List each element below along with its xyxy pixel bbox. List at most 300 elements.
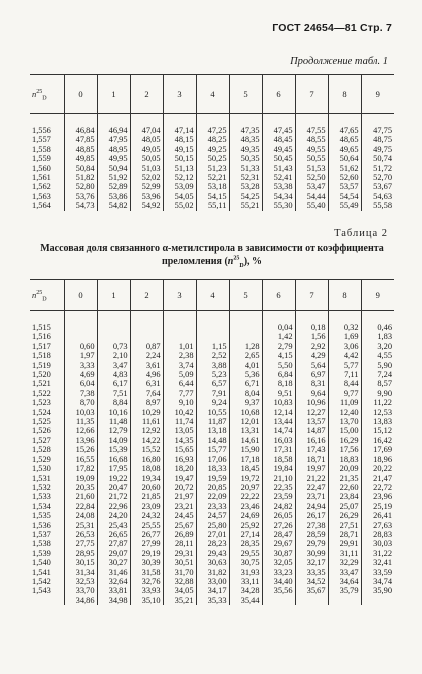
table-cell xyxy=(64,311,97,324)
row-index-cell: 1,519 xyxy=(32,360,51,370)
row-index-cell: 1,535 xyxy=(32,511,51,521)
table-cell: 4,15 xyxy=(262,351,295,360)
table-cell: 13,70 xyxy=(328,417,361,426)
table-cell: 14,87 xyxy=(295,426,328,435)
table-cell: 3,20 xyxy=(361,342,394,351)
table-row xyxy=(30,549,394,558)
table-cell: 50,35 xyxy=(229,154,262,163)
table-cell: 49,95 xyxy=(97,154,130,163)
row-index-cell: 1,533 xyxy=(32,492,51,502)
table-cell: 5,36 xyxy=(229,370,262,379)
table-cell: 23,59 xyxy=(262,492,295,501)
table-cell xyxy=(295,596,328,605)
table-cell: 21,72 xyxy=(97,492,130,501)
table-row xyxy=(30,370,394,379)
table-cell: 27,26 xyxy=(262,521,295,530)
table-cell: 32,05 xyxy=(262,558,295,567)
table-cell: 47,75 xyxy=(361,126,394,135)
row-index-cell: 1,518 xyxy=(32,351,51,361)
table-cell: 51,62 xyxy=(328,164,361,173)
table-cell: 8,04 xyxy=(229,389,262,398)
table-cell: 30,27 xyxy=(97,558,130,567)
table-cell: 16,29 xyxy=(328,436,361,445)
table-cell: 0,60 xyxy=(64,342,97,351)
table-cell: 54,25 xyxy=(229,192,262,201)
table-row xyxy=(30,323,394,332)
table-cell: 7,51 xyxy=(97,389,130,398)
table-cell: 28,23 xyxy=(196,539,229,548)
table-cell: 53,18 xyxy=(196,182,229,191)
table-cell: 18,20 xyxy=(163,464,196,473)
table-cell: 5,77 xyxy=(328,361,361,370)
table-cell: 34,52 xyxy=(295,577,328,586)
table-cell: 1,42 xyxy=(262,332,295,341)
table-cell: 3,88 xyxy=(196,361,229,370)
table-cell xyxy=(328,311,361,324)
table-cell: 29,43 xyxy=(196,549,229,558)
table-cell: 6,97 xyxy=(295,370,328,379)
table-cell: 26,89 xyxy=(163,530,196,539)
table-cell: 24,20 xyxy=(97,511,130,520)
table-cell: 9,77 xyxy=(328,389,361,398)
row-index-cell: 1,562 xyxy=(32,182,51,192)
table-cell: 54,73 xyxy=(64,201,97,210)
table-cell: 2,38 xyxy=(163,351,196,360)
table2-col-header: 0 xyxy=(64,280,97,311)
table-cell xyxy=(163,332,196,341)
table-cell xyxy=(30,114,64,127)
table-cell: 4,29 xyxy=(295,351,328,360)
table-cell: 49,75 xyxy=(361,145,394,154)
table-cell: 9,37 xyxy=(229,398,262,407)
table-cell: 5,09 xyxy=(163,370,196,379)
table-cell xyxy=(262,596,295,605)
table-cell: 23,84 xyxy=(328,492,361,501)
table-cell xyxy=(30,311,64,324)
table-cell: 53,09 xyxy=(163,182,196,191)
table-cell: 30,87 xyxy=(262,549,295,558)
row-index-cell: 1,520 xyxy=(32,370,51,380)
table-cell: 31,11 xyxy=(328,549,361,558)
table-cell: 30,63 xyxy=(196,558,229,567)
table-cell: 21,10 xyxy=(262,474,295,483)
table-cell: 47,14 xyxy=(163,126,196,135)
table-cell xyxy=(97,332,130,341)
table-cell: 50,84 xyxy=(64,164,97,173)
table-cell: 55,30 xyxy=(262,201,295,210)
table-cell: 15,12 xyxy=(361,426,394,435)
table-row xyxy=(30,521,394,530)
table-cell: 5,64 xyxy=(295,361,328,370)
row-index-cell: 1,534 xyxy=(32,501,51,511)
table-cell: 34,74 xyxy=(361,577,394,586)
table-cell: 17,82 xyxy=(64,464,97,473)
table-cell: 1,69 xyxy=(328,332,361,341)
table-cell: 1,01 xyxy=(163,342,196,351)
row-index-cell: 1,561 xyxy=(32,173,51,183)
table-cell: 50,55 xyxy=(295,154,328,163)
table-cell: 27,75 xyxy=(64,539,97,548)
table-cell: 34,40 xyxy=(262,577,295,586)
row-index-cell: 1,558 xyxy=(32,144,51,154)
table-cell: 48,35 xyxy=(229,135,262,144)
table-cell: 12,53 xyxy=(361,408,394,417)
table-cell: 5,23 xyxy=(196,370,229,379)
table-cell: 47,85 xyxy=(64,135,97,144)
table-cell: 26,41 xyxy=(361,511,394,520)
table-cell: 26,05 xyxy=(262,511,295,520)
table-cell: 51,43 xyxy=(262,164,295,173)
table-cell: 24,08 xyxy=(64,511,97,520)
table-cell: 26,29 xyxy=(328,511,361,520)
table-cell: 27,51 xyxy=(328,521,361,530)
table-cell xyxy=(361,114,394,127)
table-cell: 8,70 xyxy=(64,398,97,407)
table-cell: 10,16 xyxy=(97,408,130,417)
row-index-cell: 1,516 xyxy=(32,332,51,342)
table-cell: 51,23 xyxy=(196,164,229,173)
table2-header-row xyxy=(30,280,394,311)
table-row xyxy=(30,126,394,135)
row-index-cell: 1,559 xyxy=(32,154,51,164)
table-cell: 47,25 xyxy=(196,126,229,135)
row-index-cell: 1,517 xyxy=(32,341,51,351)
table-cell: 28,11 xyxy=(163,539,196,548)
table-cell: 50,94 xyxy=(97,164,130,173)
table1-col-header: 2 xyxy=(130,75,163,114)
table-cell: 54,05 xyxy=(163,192,196,201)
row-index-cell: 1,528 xyxy=(32,445,51,455)
table-cell: 54,82 xyxy=(97,201,130,210)
table-cell: 34,64 xyxy=(328,577,361,586)
table-cell: 20,97 xyxy=(229,483,262,492)
table2-col-header: 2 xyxy=(130,280,163,311)
table-row xyxy=(30,135,394,144)
table-cell xyxy=(97,323,130,332)
table-cell: 28,95 xyxy=(64,549,97,558)
table-cell: 52,41 xyxy=(262,173,295,182)
row-index-cell: 1,563 xyxy=(32,191,51,201)
table-cell: 48,15 xyxy=(163,135,196,144)
table1-col-header: 5 xyxy=(229,75,262,114)
table-cell: 46,84 xyxy=(64,126,97,135)
table-row xyxy=(30,474,394,483)
table-cell: 15,26 xyxy=(64,445,97,454)
table-cell: 26,53 xyxy=(64,530,97,539)
table-cell: 18,58 xyxy=(262,455,295,464)
row-index-cell: 1,530 xyxy=(32,464,51,474)
table-row xyxy=(30,483,394,492)
table-cell: 6,17 xyxy=(97,379,130,388)
table-row xyxy=(30,332,394,341)
table-cell: 25,19 xyxy=(361,502,394,511)
table-cell: 46,94 xyxy=(97,126,130,135)
table-cell: 10,96 xyxy=(295,398,328,407)
table-cell: 10,55 xyxy=(196,408,229,417)
table-cell: 20,09 xyxy=(328,464,361,473)
table-cell: 7,24 xyxy=(361,370,394,379)
table-cell: 15,77 xyxy=(196,445,229,454)
table-cell: 52,80 xyxy=(64,182,97,191)
table1-col-header: 8 xyxy=(328,75,361,114)
table-cell: 48,05 xyxy=(130,135,163,144)
table-cell: 50,64 xyxy=(328,154,361,163)
table-cell: 0,73 xyxy=(97,342,130,351)
table-row xyxy=(30,568,394,577)
table-cell: 33,47 xyxy=(328,568,361,577)
table-cell: 4,42 xyxy=(328,351,361,360)
table-cell: 32,64 xyxy=(97,577,130,586)
table-cell: 47,55 xyxy=(295,126,328,135)
table-cell xyxy=(361,596,394,605)
table-row xyxy=(30,201,394,210)
table-cell: 9,90 xyxy=(361,389,394,398)
table-row xyxy=(30,182,394,191)
table-cell: 22,72 xyxy=(361,483,394,492)
table-cell: 22,96 xyxy=(97,502,130,511)
table-cell: 34,98 xyxy=(97,596,130,605)
table-cell: 29,79 xyxy=(295,539,328,548)
table-cell: 13,83 xyxy=(361,417,394,426)
table-cell: 5,90 xyxy=(361,361,394,370)
table-cell: 47,35 xyxy=(229,126,262,135)
table-cell xyxy=(295,114,328,127)
table-cell: 32,41 xyxy=(361,558,394,567)
table1-col-header: 9 xyxy=(361,75,394,114)
table-cell: 47,04 xyxy=(130,126,163,135)
table-cell: 17,69 xyxy=(361,445,394,454)
table-cell: 15,39 xyxy=(97,445,130,454)
table-cell: 53,28 xyxy=(229,182,262,191)
table-cell: 29,91 xyxy=(328,539,361,548)
table2-caption-line1: Массовая доля связанного α-метилстирола в зависимости от коэффициента xyxy=(40,243,384,254)
table-cell: 1,56 xyxy=(295,332,328,341)
table-cell: 17,18 xyxy=(229,455,262,464)
row-index-cell: 1,536 xyxy=(32,520,51,530)
table-cell: 19,72 xyxy=(229,474,262,483)
table-cell xyxy=(196,332,229,341)
table-cell: 21,35 xyxy=(328,474,361,483)
table-row xyxy=(30,530,394,539)
table-cell: 2,52 xyxy=(196,351,229,360)
table-cell: 19,09 xyxy=(64,474,97,483)
table-cell xyxy=(229,311,262,324)
table-cell: 10,29 xyxy=(130,408,163,417)
table-cell: 33,35 xyxy=(295,568,328,577)
table-cell: 3,33 xyxy=(64,361,97,370)
table-cell: 35,56 xyxy=(262,586,295,595)
row-index-cell: 1,560 xyxy=(32,163,51,173)
table-cell: 30,99 xyxy=(295,549,328,558)
table-cell: 14,74 xyxy=(262,426,295,435)
table2-col-header: 8 xyxy=(328,280,361,311)
table1-header-row xyxy=(30,75,394,114)
table-cell: 6,44 xyxy=(163,379,196,388)
table-row xyxy=(30,558,394,567)
table-cell: 16,16 xyxy=(295,436,328,445)
table-cell: 6,57 xyxy=(196,379,229,388)
table-cell: 7,11 xyxy=(328,370,361,379)
table-cell xyxy=(295,311,328,324)
table2-symbol-header: $n^{25}_D$ xyxy=(30,280,64,311)
table-cell: 28,35 xyxy=(229,539,262,548)
row-index-cell: 1,543 xyxy=(32,586,51,596)
table-cell: 2,92 xyxy=(295,342,328,351)
table-cell: 18,33 xyxy=(196,464,229,473)
table-cell: 6,04 xyxy=(64,379,97,388)
page-header: ГОСТ 24654—81 Стр. 7 xyxy=(272,22,392,34)
table-cell: 10,03 xyxy=(64,408,97,417)
table-cell: 2,65 xyxy=(229,351,262,360)
table-cell: 13,18 xyxy=(196,426,229,435)
table-cell: 8,84 xyxy=(97,398,130,407)
table-cell: 49,85 xyxy=(64,154,97,163)
table-cell: 54,44 xyxy=(295,192,328,201)
table-cell xyxy=(130,332,163,341)
table-cell: 3,06 xyxy=(328,342,361,351)
table-cell: 12,40 xyxy=(328,408,361,417)
table-cell: 33,11 xyxy=(229,577,262,586)
row-index-cell: 1,537 xyxy=(32,529,51,539)
table-row xyxy=(30,154,394,163)
table1-col-header: 7 xyxy=(295,75,328,114)
table-cell xyxy=(229,323,262,332)
table-cell: 16,55 xyxy=(64,455,97,464)
table-cell: 52,60 xyxy=(328,173,361,182)
table-cell: 29,67 xyxy=(262,539,295,548)
table-cell: 31,46 xyxy=(97,568,130,577)
table-row xyxy=(30,342,394,351)
table-cell: 48,75 xyxy=(361,135,394,144)
table-cell: 54,34 xyxy=(262,192,295,201)
table-cell: 19,59 xyxy=(196,474,229,483)
table-cell: 14,48 xyxy=(196,436,229,445)
table-cell: 23,21 xyxy=(163,502,196,511)
table-cell: 53,86 xyxy=(97,192,130,201)
table-cell: 26,77 xyxy=(130,530,163,539)
table-cell: 54,92 xyxy=(130,201,163,210)
table-cell: 53,76 xyxy=(64,192,97,201)
table-cell: 20,72 xyxy=(163,483,196,492)
row-index-cell: 1,515 xyxy=(32,323,51,332)
table-cell: 28,47 xyxy=(262,530,295,539)
table-cell: 33,81 xyxy=(97,586,130,595)
table-cell: 48,95 xyxy=(97,145,130,154)
row-index-cell: 1,542 xyxy=(32,576,51,586)
table-cell xyxy=(361,311,394,324)
table-cell: 20,47 xyxy=(97,483,130,492)
table-cell: 32,53 xyxy=(64,577,97,586)
table-cell: 25,67 xyxy=(163,521,196,530)
table-cell: 19,22 xyxy=(97,474,130,483)
table2-col-header: 5 xyxy=(229,280,262,311)
table-cell: 11,48 xyxy=(97,417,130,426)
table-cell: 2,10 xyxy=(97,351,130,360)
table-cell: 30,75 xyxy=(229,558,262,567)
table-cell: 24,94 xyxy=(295,502,328,511)
table-cell: 32,88 xyxy=(163,577,196,586)
table-cell: 27,38 xyxy=(295,521,328,530)
row-index-cell: 1,539 xyxy=(32,548,51,558)
table-cell: 31,22 xyxy=(361,549,394,558)
table-cell: 16,93 xyxy=(163,455,196,464)
table-cell xyxy=(130,114,163,127)
row-index-cell: 1,521 xyxy=(32,379,51,389)
table-cell: 0,04 xyxy=(262,323,295,332)
table-cell: 1,15 xyxy=(196,342,229,351)
table-cell: 14,61 xyxy=(229,436,262,445)
table-cell xyxy=(163,114,196,127)
table-cell: 29,31 xyxy=(163,549,196,558)
table-row xyxy=(30,173,394,182)
table-cell: 4,55 xyxy=(361,351,394,360)
table2-caption xyxy=(30,242,394,268)
table-cell: 23,71 xyxy=(295,492,328,501)
table-cell xyxy=(130,323,163,332)
table-cell: 12,14 xyxy=(262,408,295,417)
table-cell: 10,42 xyxy=(163,408,196,417)
table-cell: 54,54 xyxy=(328,192,361,201)
table-row xyxy=(30,586,394,595)
table-cell: 53,47 xyxy=(295,182,328,191)
table-cell: 53,57 xyxy=(328,182,361,191)
table-cell xyxy=(64,332,97,341)
table-cell: 2,79 xyxy=(262,342,295,351)
table-cell: 11,22 xyxy=(361,398,394,407)
row-index-cell: 1,525 xyxy=(32,417,51,427)
table-cell: 20,22 xyxy=(361,464,394,473)
table1-symbol-header: $n^{25}_D$ xyxy=(30,75,64,114)
table-cell: 17,31 xyxy=(262,445,295,454)
table-cell: 31,93 xyxy=(229,568,262,577)
table-cell: 25,31 xyxy=(64,521,97,530)
row-index-cell: 1,524 xyxy=(32,407,51,417)
table-cell xyxy=(262,114,295,127)
table-cell: 11,87 xyxy=(196,417,229,426)
table-cell xyxy=(64,114,97,127)
table-cell: 5,50 xyxy=(262,361,295,370)
row-index-cell: 1,556 xyxy=(32,126,51,135)
table-cell: 30,51 xyxy=(163,558,196,567)
table-row xyxy=(30,436,394,445)
table-cell xyxy=(196,114,229,127)
table-cell: 17,43 xyxy=(295,445,328,454)
table-cell: 25,43 xyxy=(97,521,130,530)
table-cell xyxy=(196,311,229,324)
table-row xyxy=(30,502,394,511)
table-cell: 20,60 xyxy=(130,483,163,492)
table-cell: 29,19 xyxy=(130,549,163,558)
table2-col-header: 9 xyxy=(361,280,394,311)
table-cell: 29,55 xyxy=(229,549,262,558)
table-cell: 22,09 xyxy=(196,492,229,501)
table-cell: 12,27 xyxy=(295,408,328,417)
table-cell: 34,86 xyxy=(64,596,97,605)
table-cell: 49,65 xyxy=(328,145,361,154)
table1-col-header: 6 xyxy=(262,75,295,114)
table2-spacer-row xyxy=(30,311,394,324)
table-cell: 26,65 xyxy=(97,530,130,539)
table-cell: 16,68 xyxy=(97,455,130,464)
table-cell: 48,25 xyxy=(196,135,229,144)
table-cell: 28,71 xyxy=(328,530,361,539)
table-row xyxy=(30,511,394,520)
table-cell: 51,33 xyxy=(229,164,262,173)
table-row xyxy=(30,426,394,435)
table-row xyxy=(30,455,394,464)
table1-spacer-row xyxy=(30,114,394,127)
table-cell: 32,17 xyxy=(295,558,328,567)
